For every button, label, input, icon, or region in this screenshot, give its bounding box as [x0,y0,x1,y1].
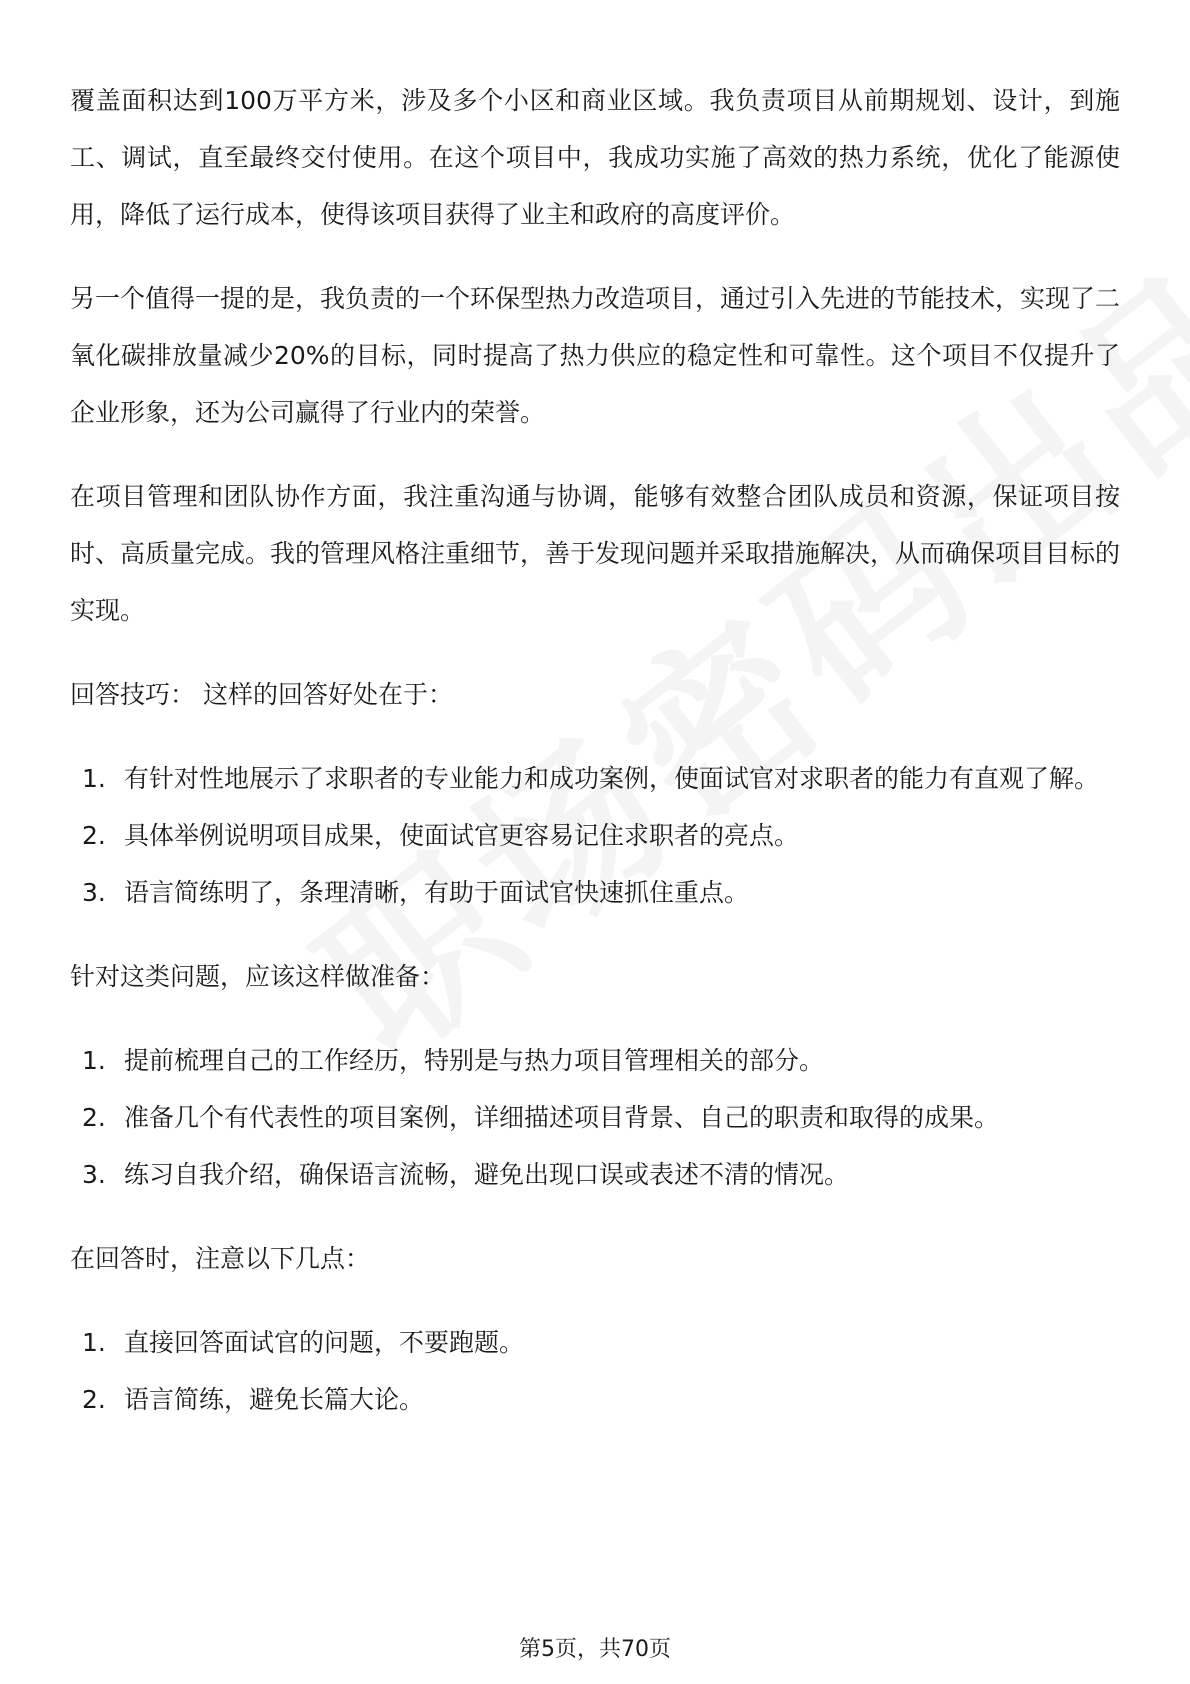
page-number-footer: 第5页，共70页 [519,1637,671,1662]
list-item-text: 具体举例说明项目成果，使面试官更容易记住求职者的亮点。 [124,821,800,850]
list-number: 1. [82,764,106,793]
list-number: 2. [82,821,106,850]
list-number: 1. [82,1328,106,1357]
list-item [70,1089,1120,1146]
list-item-text: 提前梳理自己的工作经历，特别是与热力项目管理相关的部分。 [124,1046,825,1075]
document-body [70,72,1120,1455]
list-number: 3. [82,878,106,907]
list-item [70,1032,1120,1089]
paragraph: 在项目管理和团队协作方面，我注重沟通与协调，能够有效整合团队成员和资源，保证项目按时、高质量完成。我的管理风格注重细节，善于发现问题并采取措施解决，从而确保项目目标的实现。 [70,482,1121,625]
list-item-text: 准备几个有代表性的项目案例，详细描述项目背景、自己的职责和取得的成果。 [124,1103,1000,1132]
list-item [70,750,1120,807]
paragraph: 另一个值得一提的是，我负责的一个环保型热力改造项目，通过引入先进的节能技术，实现了二氧化碳排放量减少20%的目标，同时提高了热力供应的稳定性和可靠性。这个项目不仅提升了企业形象，还为公司赢得了行业内的荣誉。 [70,284,1121,427]
list-item-text: 语言简练，避免长篇大论。 [124,1385,425,1414]
list-item-text: 练习自我介绍，确保语言流畅，避免出现口误或表述不清的情况。 [124,1160,850,1189]
list-item-text: 直接回答面试官的问题，不要跑题。 [124,1328,525,1357]
tips-list [70,750,1120,921]
list-item-text: 有针对性地展示了求职者的专业能力和成功案例，使面试官对求职者的能力有直观了解。 [124,764,1100,793]
list-item [70,1371,1120,1428]
prepare-list [70,1032,1120,1203]
list-number: 2. [82,1385,106,1414]
list-number: 3. [82,1160,106,1189]
list-item-text: 语言简练明了，条理清晰，有助于面试官快速抓住重点。 [124,878,750,907]
list-item [70,807,1120,864]
notes-list [70,1314,1120,1428]
list-number: 1. [82,1046,106,1075]
section-heading-tips: 回答技巧： 这样的回答好处在于： [70,680,453,709]
section-heading-notes: 在回答时，注意以下几点： [70,1244,371,1273]
paragraph: 覆盖面积达到100万平方米，涉及多个小区和商业区域。我负责项目从前期规划、设计，到施工、调试，直至最终交付使用。在这个项目中，我成功实施了高效的热力系统，优化了能源使用，降低了运行成本，使得该项目获得了业主和政府的高度评价。 [70,86,1120,229]
list-item [70,864,1120,921]
list-number: 2. [82,1103,106,1132]
section-heading-prepare: 针对这类问题，应该这样做准备： [70,962,446,991]
list-item [70,1314,1120,1371]
list-item [70,1146,1120,1203]
